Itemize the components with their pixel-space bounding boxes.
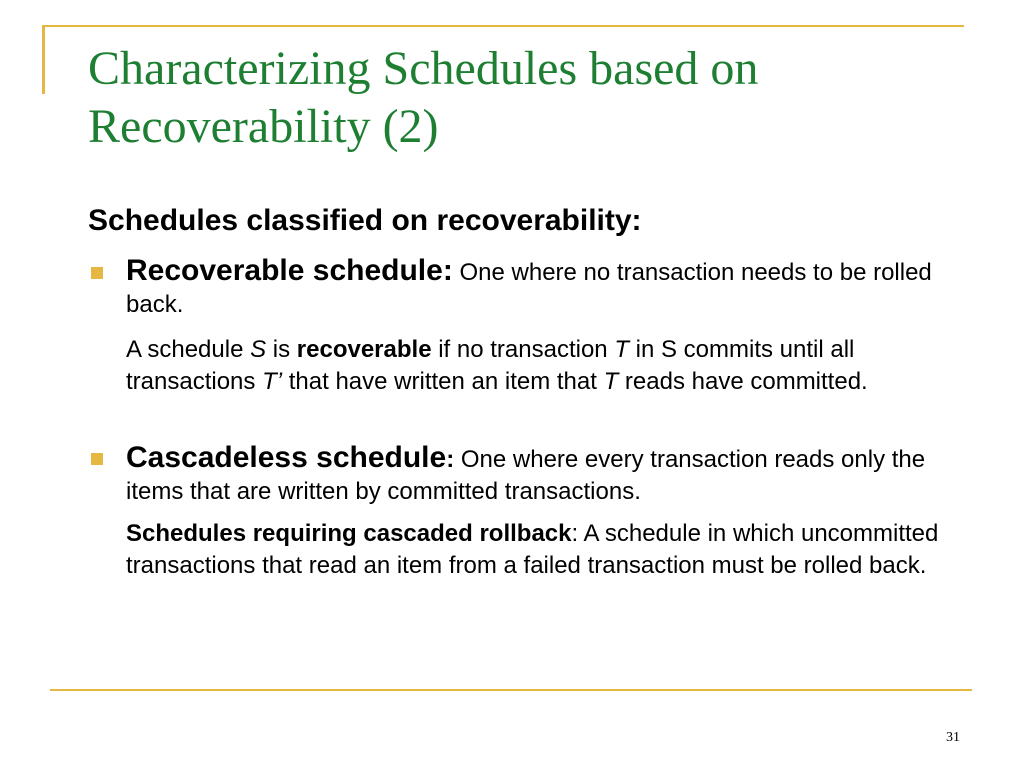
bullet-marker bbox=[91, 267, 103, 279]
bullet-cascadeless bbox=[126, 442, 976, 508]
text-fragment: reads have committed. bbox=[618, 368, 868, 395]
accent-rule-top bbox=[42, 25, 964, 27]
var-t-prime: T’ bbox=[262, 368, 283, 395]
var-t: T bbox=[603, 368, 619, 395]
bullet-recoverable bbox=[126, 255, 976, 321]
slide-title-line-2: Recoverability (2) bbox=[88, 100, 439, 153]
text-fragment: is bbox=[266, 336, 297, 363]
text-fragment: if no transaction bbox=[431, 336, 615, 363]
text-fragment: that have written an item that bbox=[282, 368, 604, 395]
var-s: S bbox=[250, 336, 267, 363]
var-t: T bbox=[614, 336, 629, 363]
term-cascadeless: Cascadeless schedule bbox=[126, 441, 447, 474]
term-recoverable: Recoverable schedule: bbox=[126, 254, 453, 287]
definition-cascaded-rollback bbox=[126, 518, 976, 582]
accent-bar-vertical bbox=[42, 25, 45, 94]
term-cascaded-rollback: Schedules requiring cascaded rollback bbox=[126, 520, 572, 547]
desc-cascadeless: One where every transaction reads only the items that are written by committed transactions. bbox=[126, 446, 926, 505]
accent-rule-bottom bbox=[50, 689, 972, 691]
text-fragment: : A schedule in which uncommitted transactions that read an item from a failed transaction must be rolled back. bbox=[126, 520, 939, 579]
text-fragment: in S commits until all transactions bbox=[126, 336, 855, 395]
slide-title bbox=[88, 40, 968, 156]
slide-title-line-1: Characterizing Schedules based on bbox=[88, 42, 759, 95]
definition-recoverable bbox=[126, 334, 976, 398]
term-cascadeless-colon: : bbox=[446, 446, 455, 473]
bullet-marker bbox=[91, 453, 103, 465]
page-number: 31 bbox=[946, 730, 960, 745]
term-recoverable-bold: recoverable bbox=[296, 336, 432, 363]
section-heading: Schedules classified on recoverability: bbox=[88, 204, 642, 237]
desc-recoverable: One where no transaction needs to be rolled back. bbox=[126, 259, 932, 318]
text-fragment: A schedule bbox=[126, 336, 251, 363]
